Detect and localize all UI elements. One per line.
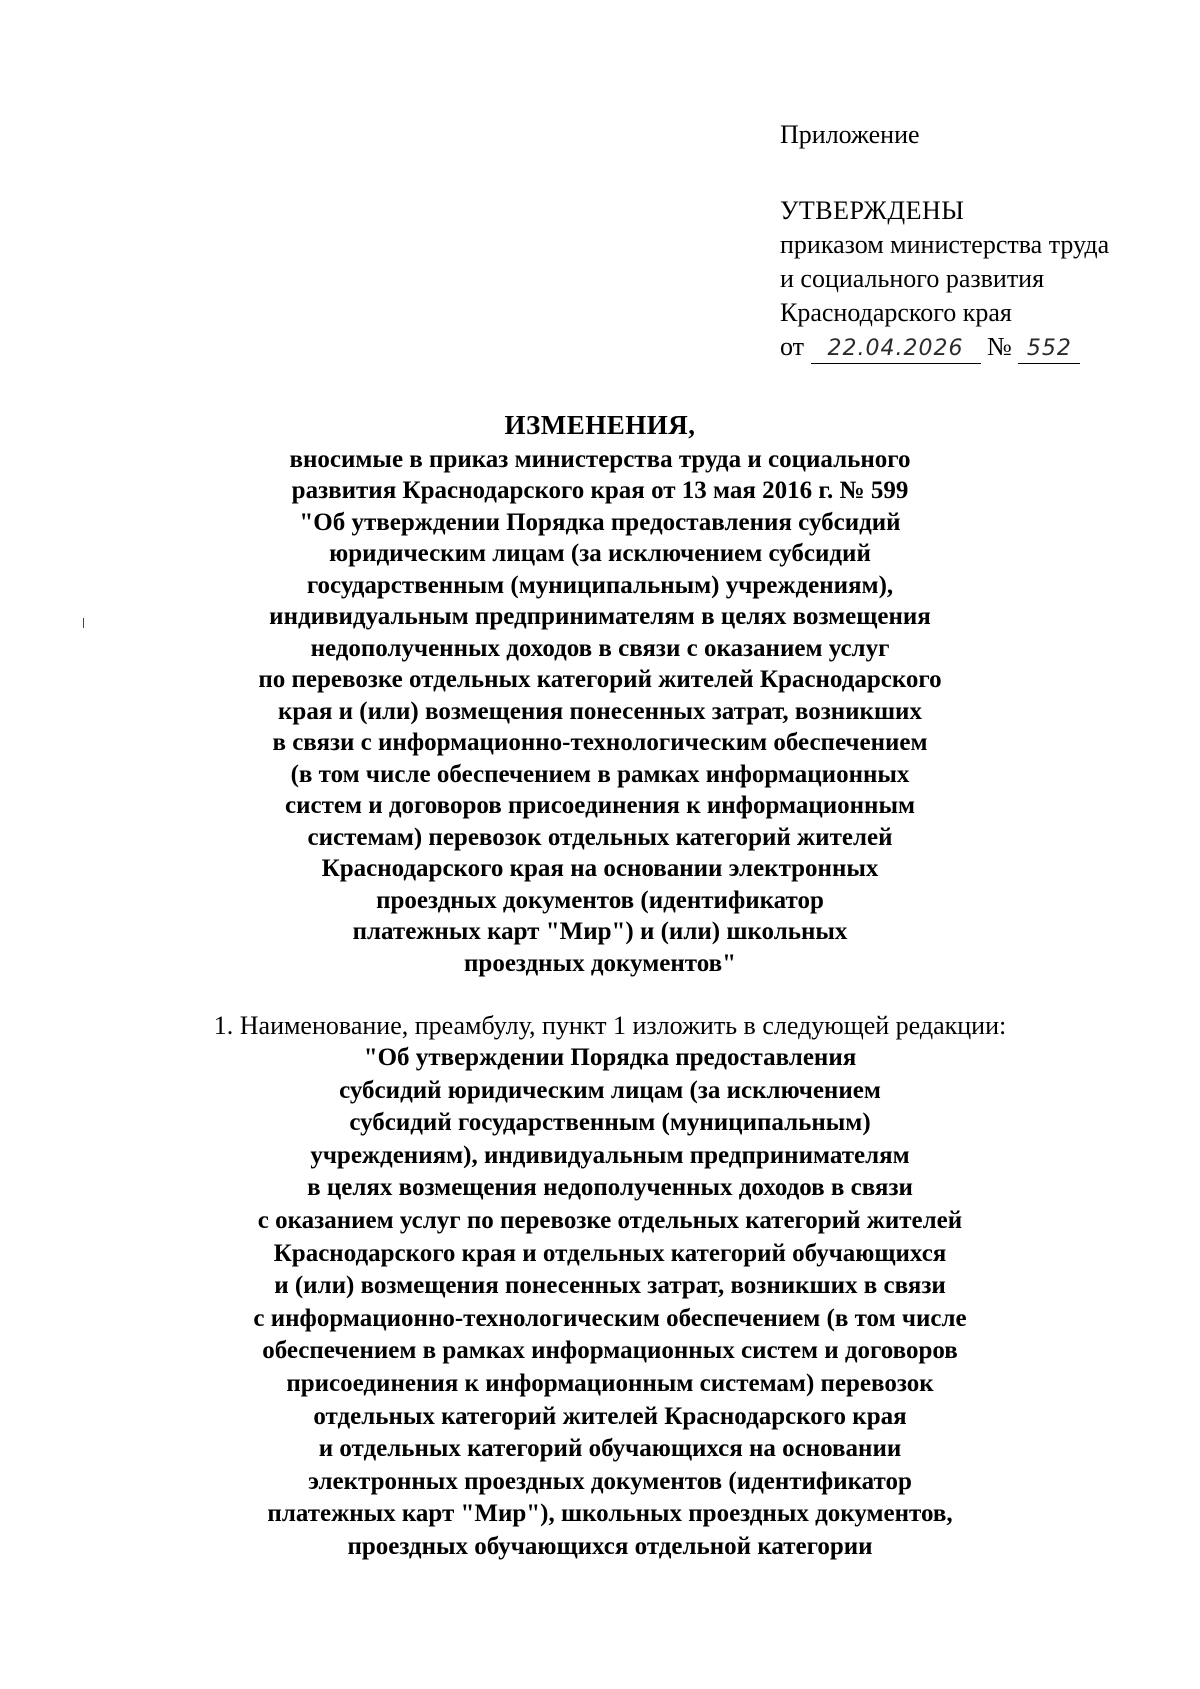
quote-line: платежных карт "Мир"), школьных проездных документов,: [267, 1500, 953, 1528]
spacer: [780, 152, 1180, 194]
title-line: системам) перевозок отдельных категорий жителей: [307, 823, 893, 851]
title-line: в связи с информационно-технологическим обеспечением: [272, 729, 928, 756]
quote-line: Краснодарского края и отдельных категорий обучающихся: [273, 1239, 947, 1267]
title-line: "Об утверждении Порядка предоставления субсидий: [299, 508, 901, 536]
approval-stamp: [780, 118, 1180, 364]
quote-line: присоединения к информационным системам) перевозок: [286, 1369, 934, 1397]
approval-line: приказом министерства труда: [780, 230, 1110, 259]
handwritten-number: 552: [1018, 335, 1080, 364]
title-line: платежных карт "Мир") и (или) школьных: [352, 918, 848, 945]
title-line: развития Краснодарского края от 13 мая 2016 г. № 599: [291, 477, 909, 504]
date-number-line: [780, 330, 1180, 364]
item-1: [110, 1010, 1110, 1564]
title-line: недополученных доходов в связи с оказанием услуг: [310, 634, 890, 662]
approval-line: Краснодарского края: [780, 298, 1012, 327]
handwritten-date: 22.04.2026: [811, 335, 981, 364]
quote-line: субсидий государственным (муниципальным): [349, 1109, 871, 1137]
quote-line: субсидий юридическим лицам (за исключением: [339, 1076, 881, 1104]
title-line: по перевозке отдельных категорий жителей Краснодарского: [258, 666, 942, 693]
quote-line: электронных проездных документов (идентификатор: [308, 1467, 912, 1495]
scan-speck: [83, 618, 84, 628]
title-line: (в том числе обеспечением в рамках информационных: [290, 760, 910, 788]
item-intro: 1. Наименование, преамбулу, пункт 1 изложить в следующей редакции:: [213, 1011, 1007, 1040]
title-line: индивидуальным предпринимателям в целях возмещения: [269, 603, 931, 630]
document-title: ИЗМЕНЕНИЯ,: [504, 410, 696, 440]
quote-line: и отдельных категорий обучающихся на основании: [318, 1435, 902, 1463]
quote-line: с оказанием услуг по перевозке отдельных категорий жителей: [257, 1206, 963, 1234]
quote-line: в целях возмещения недополученных доходов в связи: [307, 1174, 913, 1202]
appendix-label: Приложение: [780, 120, 920, 149]
title-line: края и (или) возмещения понесенных затрат, возникших: [278, 697, 922, 725]
changes-title-block: [170, 410, 1030, 979]
date-prefix: от: [780, 332, 805, 361]
title-line: юридическим лицам (за исключением субсидий: [329, 540, 871, 567]
approved-label: УТВЕРЖДЕНЫ: [780, 196, 965, 225]
approval-line: и социального развития: [780, 264, 1045, 293]
title-line: проездных документов (идентификатор: [376, 886, 824, 914]
item-quote: [110, 1042, 1110, 1564]
quote-line: проездных обучающихся отдельной категории: [347, 1532, 873, 1560]
quote-line: "Об утверждении Порядка предоставления: [363, 1044, 857, 1071]
title-line: вносимые в приказ министерства труда и социального: [289, 445, 911, 473]
quote-line: отдельных категорий жителей Краснодарского края: [313, 1402, 907, 1430]
quote-line: и (или) возмещения понесенных затрат, возникших в связи: [274, 1272, 946, 1300]
quote-line: учреждениям), индивидуальным предпринимателям: [310, 1141, 910, 1169]
quote-line: с информационно-технологическим обеспечением (в том числе: [253, 1304, 967, 1332]
title-line: государственным (муниципальным) учреждениям),: [306, 571, 894, 599]
title-line: систем и договоров присоединения к информационным: [284, 792, 916, 819]
quote-line: обеспечением в рамках информационных систем и договоров: [262, 1337, 958, 1365]
number-prefix: №: [987, 332, 1012, 361]
title-line: проездных документов": [464, 949, 736, 977]
title-line: Краснодарского края на основании электронных: [321, 855, 879, 882]
